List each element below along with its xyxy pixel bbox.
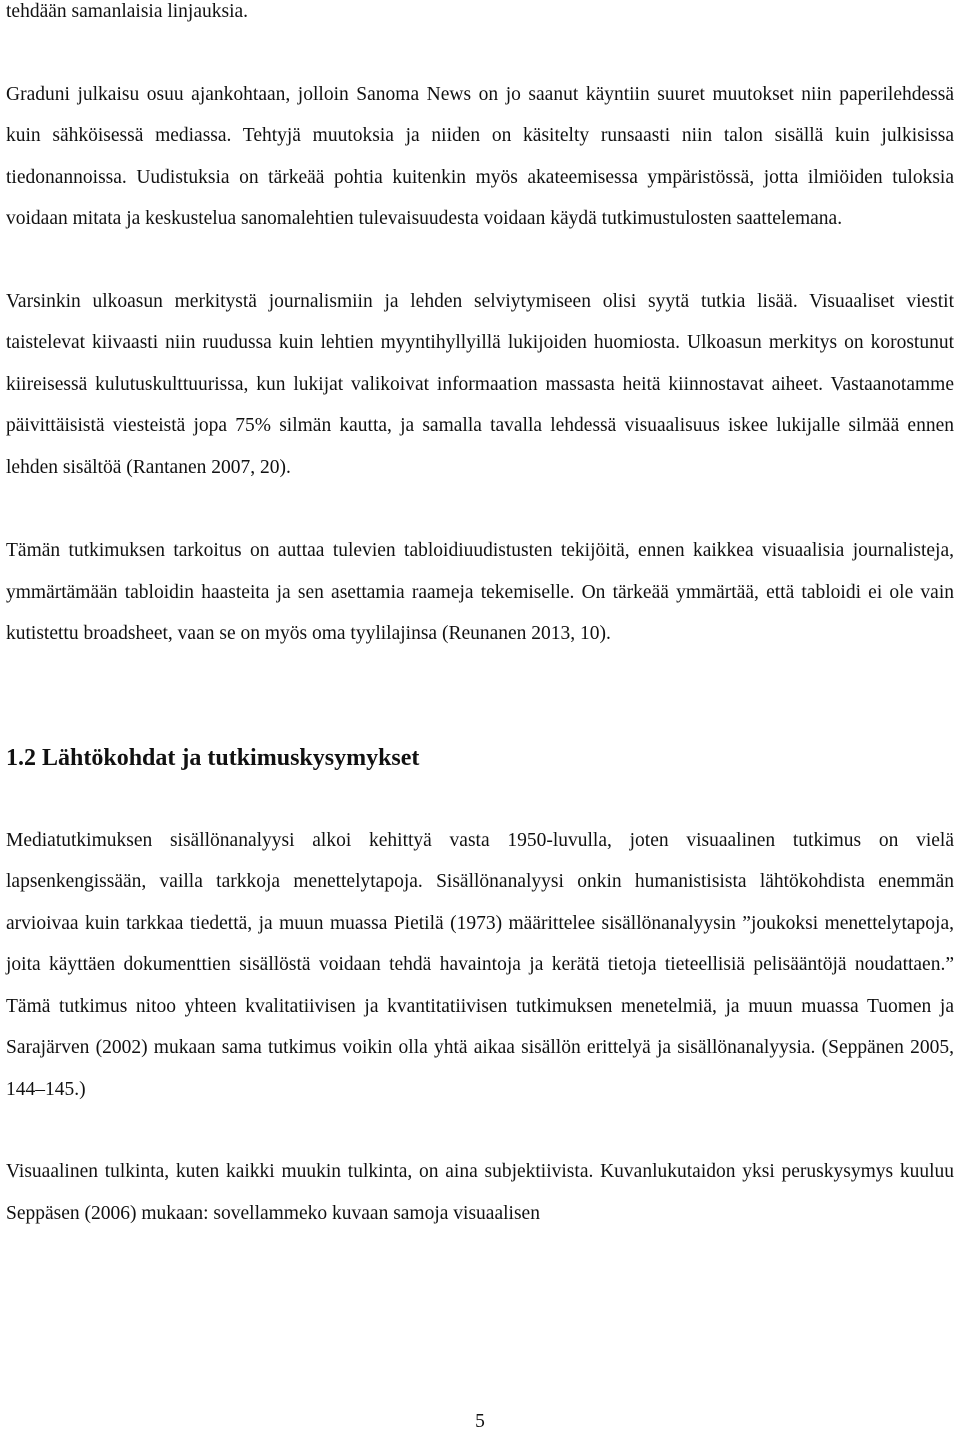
paragraph-continuation: tehdään samanlaisia linjauksia. — [6, 1, 249, 22]
paragraph-content-analysis: Mediatutkimuksen sisällönanalyysi alkoi kehittyä vasta 1950-luvulla, joten visuaalinen tutkimus on vielä lapsenkengissään, vailla tarkkoja menettelytapoja. Sisällönanalyysi onkin humanistisista lähtökohdista enemmän arvioivaa kuin tarkkaa tiedettä, ja muun muassa Pietilä (1973) määrittelee sisällönanalyysin ”joukoksi menettelytapoja, joita käyttäen dokumenttien sisällöstä voidaan tehdä havaintoja ja kerätä tietoja tieteellisiä pelisääntöjä noudattaen.” Tämä tutkimus nitoo yhteen kvalitatiivisen ja kvantitatiivisen tutkimuksen menetelmiä, ja muun muassa Tuomen ja Sarajärven (2002) mukaan sama tutkimus voikin olla yhtä aikaa sisällön erittelyä ja sisällönanalyysia. (Seppänen 2005, 144–145.) — [6, 829, 954, 1100]
section-heading: 1.2 Lähtökohdat ja tutkimuskysymykset — [6, 744, 420, 771]
paragraph-research-purpose: Tämän tutkimuksen tarkoitus on auttaa tulevien tabloidiuudistusten tekijöitä, ennen kaikkea visuaalisia journalisteja, ymmärtämään tabloidin haasteita ja sen asettamia raameja tekemiselle. On tärkeää ymmärtää, että tabloidi ei ole vain kutistettu broadsheet, vaan se on myös oma tyylilajinsa (Reunanen 2013, 10). — [6, 540, 954, 644]
paragraph-visual-interpretation: Visuaalinen tulkinta, kuten kaikki muukin tulkinta, on aina subjektiivista. Kuvanlukutaidon yksi peruskysymys kuuluu Seppäsen (2006) mukaan: sovellammeko kuvaan samoja visuaalisen — [6, 1161, 954, 1224]
page-number: 5 — [475, 1411, 485, 1432]
paragraph-publication-timing: Graduni julkaisu osuu ajankohtaan, jolloin Sanoma News on jo saanut käyntiin suuret muutokset niin paperilehdessä kuin sähköisessä mediassa. Tehtyjä muutoksia ja niiden on käsitelty runsaasti niin talon sisällä kuin julkisissa tiedonannoissa. Uudistuksia on tärkeää pohtia kuitenkin myös akateemisessa ympäristössä, jotta ilmiöiden tuloksia voidaan mitata ja keskustelua sanomalehtien tulevaisuudesta voidaan käydä tutkimustulosten saattelemana. — [6, 83, 954, 229]
paragraph-layout-importance: Varsinkin ulkoasun merkitystä journalismiin ja lehden selviytymiseen olisi syytä tutkia lisää. Visuaaliset viestit taistelevat kiivaasti niin ruudussa kuin lehtien myyntihyllyillä lukijoiden huomiosta. Ulkoasun merkitys on korostunut kiireisessä kulutuskulttuurissa, kun lukijat valikoivat informaation massasta heitä kiinnostavat aiheet. Vastaanotamme päivittäisistä viesteistä jopa 75% silmän kautta, ja samalla tavalla lehdessä visuaalisuus iskee lukijalle silmää ennen lehden sisältöä (Rantanen 2007, 20). — [6, 290, 954, 478]
